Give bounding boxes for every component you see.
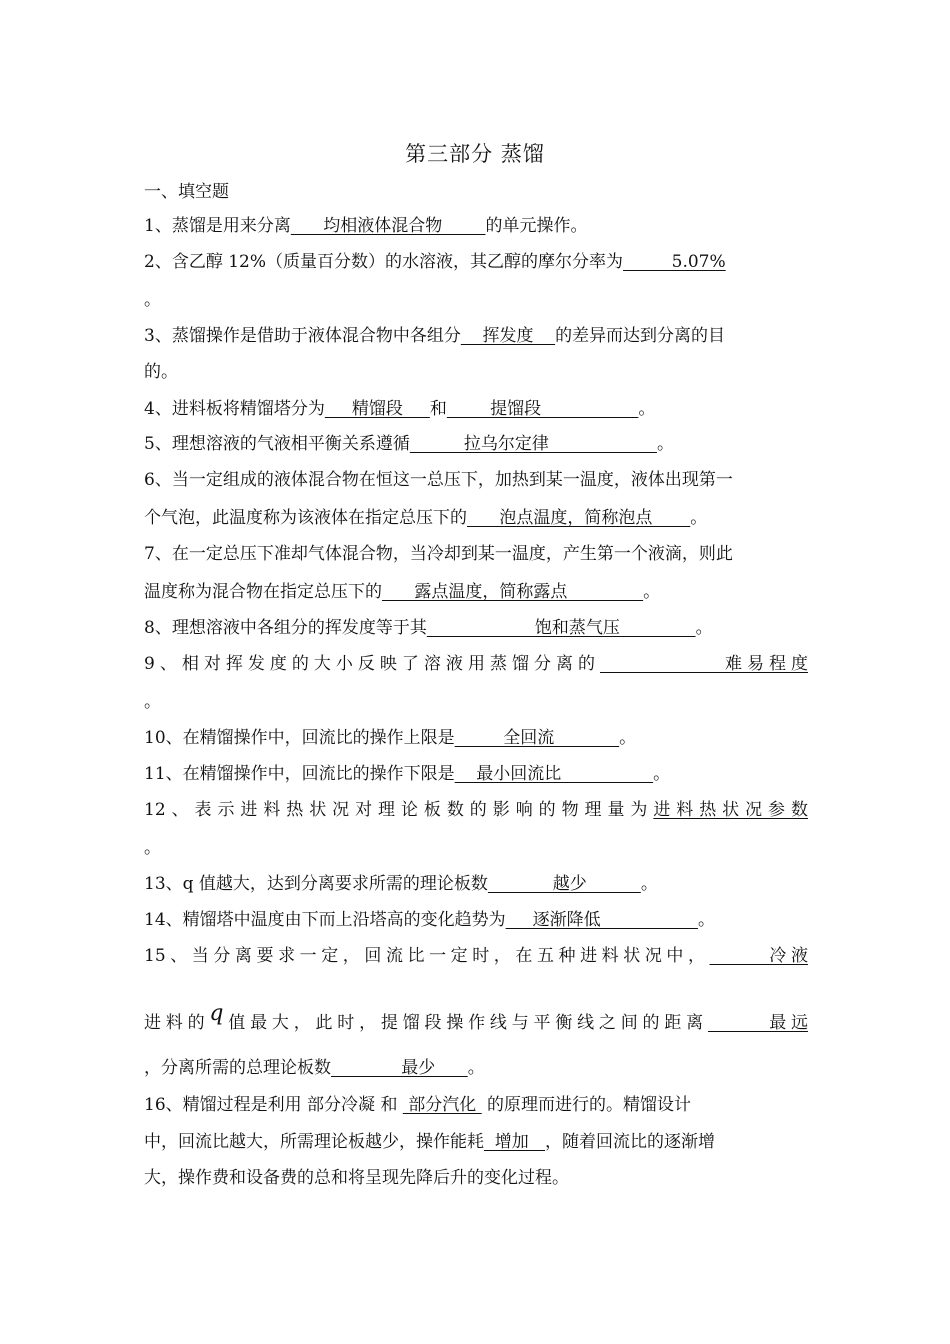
question-3-cont: 的。 — [144, 362, 178, 382]
question-6: 6、当一定组成的液体混合物在恒这一总压下，加热到某一温度，液体出现第一 — [144, 470, 733, 490]
answer-8: 饱和蒸气压 — [426, 618, 696, 638]
question-16-end: 大，操作费和设备费的总和将呈现先降后升的变化过程。 — [144, 1168, 569, 1188]
answer-9: 难易程度 — [600, 654, 808, 674]
answer-15b: 最远 — [707, 1013, 808, 1033]
question-15-end: ，分离所需的总理论板数 最少 。 — [144, 1058, 485, 1078]
question-12-end: 。 — [144, 838, 161, 858]
question-14: 14、精馏塔中温度由下而上沿塔高的变化趋势为 逐渐降低 。 — [144, 910, 715, 930]
answer-14: 逐渐降低 — [505, 910, 698, 930]
q-symbol: q — [209, 1001, 224, 1026]
answer-15c: 最少 — [331, 1058, 468, 1078]
answer-4a: 精馏段 — [324, 399, 430, 419]
answer-16b: 增加 — [484, 1132, 546, 1152]
question-15: 15、当分离要求一定，回流比一定时，在五种进料状况中， 冷液 — [144, 946, 808, 966]
answer-1: 均相液体混合物 — [290, 216, 486, 236]
question-9: 9、相对挥发度的大小反映了溶液用蒸馏分离的 难易程度 — [144, 654, 808, 674]
page-title: 第三部分 蒸馏 — [405, 142, 545, 166]
question-8: 8、理想溶液中各组分的挥发度等于其 饱和蒸气压 。 — [144, 618, 713, 638]
section-heading: 一、填空题 — [144, 182, 229, 202]
question-1: 1、蒸馏是用来分离 均相液体混合物 的单元操作。 — [144, 216, 588, 236]
question-5: 5、理想溶液的气液相平衡关系遵循 拉乌尔定律 。 — [144, 434, 674, 454]
question-4: 4、进料板将精馏塔分为 精馏段 和 提馏段 。 — [144, 399, 656, 419]
question-9-end: 。 — [144, 692, 161, 712]
answer-3: 挥发度 — [460, 326, 556, 346]
question-2: 2、含乙醇 12%（质量百分数）的水溶液，其乙醇的摩尔分率为 5.07% — [144, 252, 726, 272]
answer-12: 进料热状况参数 — [653, 800, 808, 820]
question-7: 7、在一定总压下准却气体混合物，当冷却到某一温度，产生第一个液滴，则此 — [144, 544, 733, 564]
question-12: 12、表示进料热状况对理论板数的影响的物理量为进料热状况参数 — [144, 800, 808, 820]
answer-7: 露点温度，简称露点 — [382, 582, 644, 602]
answer-10: 全回流 — [454, 728, 620, 748]
answer-6: 泡点温度，简称泡点 — [467, 508, 691, 528]
question-13: 13、q 值越大，达到分离要求所需的理论板数 越少 。 — [144, 874, 658, 894]
question-16-cont: 中，回流比越大，所需理论板越少，操作能耗 增加 ，随着回流比的逐渐增 — [144, 1132, 716, 1152]
question-2-end: 。 — [144, 290, 161, 310]
question-10: 10、在精馏操作中，回流比的操作上限是 全回流 。 — [144, 728, 637, 748]
question-3: 3、蒸馏操作是借助于液体混合物中各组分 挥发度 的差异而达到分离的目 — [144, 326, 726, 346]
answer-16a: 部分汽化 — [402, 1095, 482, 1115]
question-11: 11、在精馏操作中，回流比的操作下限是 最小回流比 。 — [144, 764, 671, 784]
answer-11: 最小回流比 — [454, 764, 654, 784]
answer-13: 越少 — [487, 874, 641, 894]
answer-2: 5.07% — [623, 252, 726, 272]
question-15-cont: 进料的q值最大，此时，提馏段操作线与平衡线之间的距离 最远 — [144, 1001, 808, 1033]
question-16: 16、精馏过程是利用 部分冷凝 和 部分汽化 的原理而进行的。精馏设计 — [144, 1095, 692, 1115]
answer-5: 拉乌尔定律 — [409, 434, 657, 454]
answer-4b: 提馏段 — [446, 399, 639, 419]
answer-15a: 冷液 — [709, 946, 808, 966]
question-6-cont: 个气泡，此温度称为该液体在指定总压下的 泡点温度，简称泡点 。 — [144, 508, 708, 528]
question-7-cont: 温度称为混合物在指定总压下的 露点温度，简称露点 。 — [144, 582, 661, 602]
